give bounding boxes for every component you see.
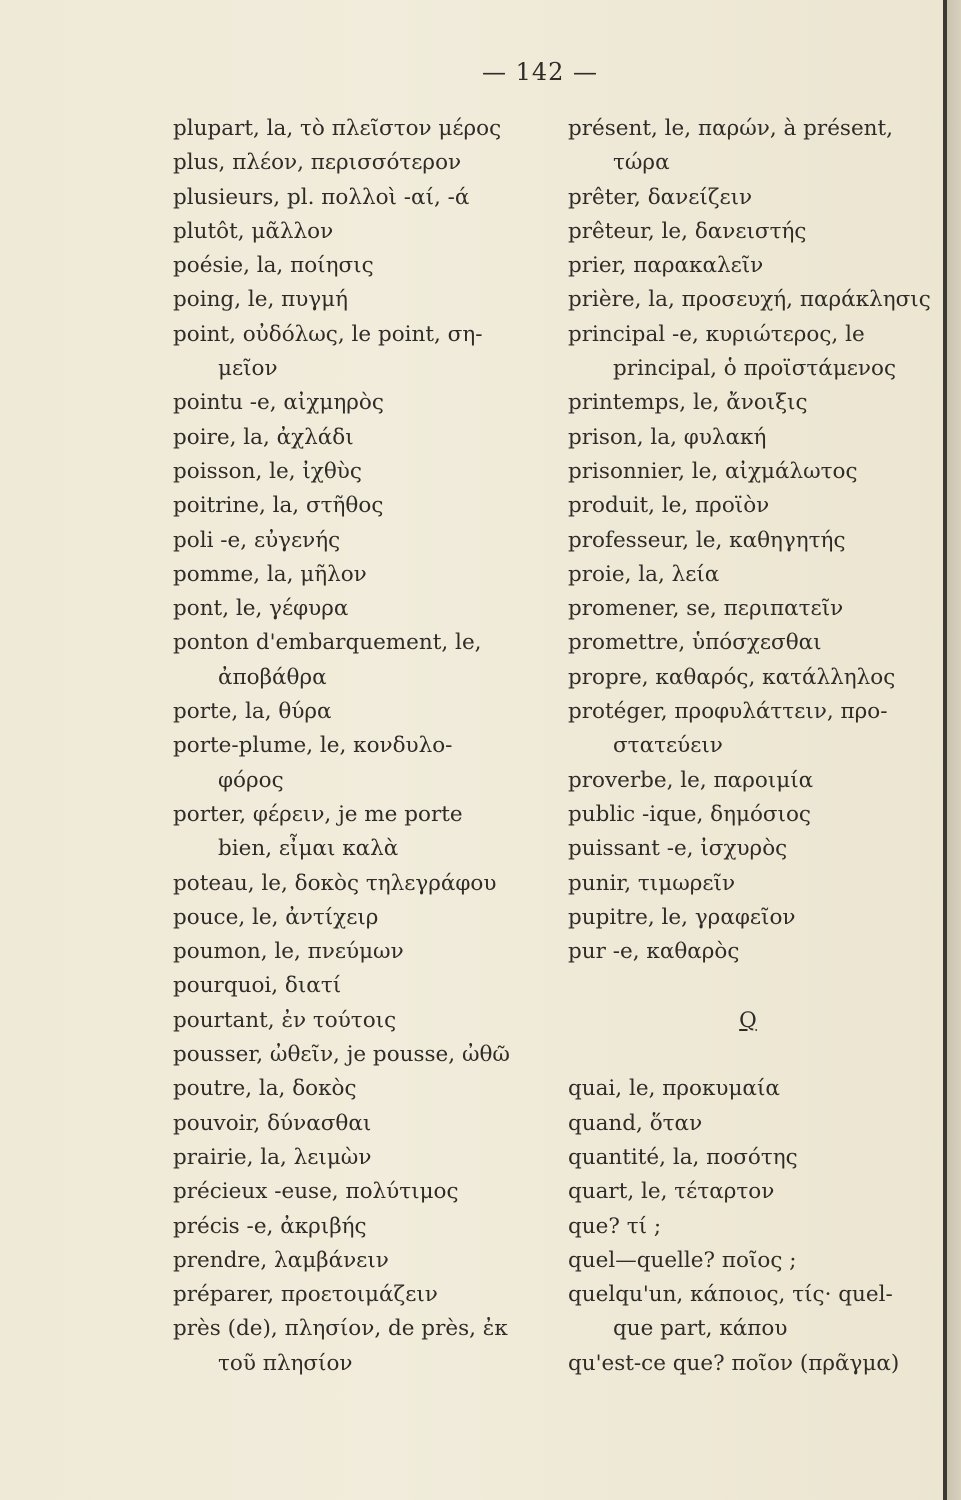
dictionary-entry-line: précis -e, ἀκριβής — [173, 1213, 367, 1239]
dictionary-entry-line: στατεύειν — [613, 733, 723, 759]
dictionary-entry-line: τοῦ πλησίον — [218, 1350, 353, 1376]
dictionary-entry-line: présent, le, παρών, à présent, — [568, 116, 893, 141]
dictionary-entry-line: prisonnier, le, αἰχμάλωτος — [568, 458, 858, 484]
dictionary-entry-line: public -ique, δημόσιος — [568, 801, 811, 827]
dictionary-entry-line: quelqu'un, κάποιος, τίς· quel- — [568, 1282, 893, 1308]
dictionary-entry-line: protéger, προφυλάττειν, προ- — [568, 699, 888, 725]
dictionary-entry-line: qu'est-ce que? ποῖον (πρᾶγμα) — [568, 1350, 900, 1376]
dictionary-entry-line: pouce, le, ἀντίχειρ — [173, 904, 379, 930]
dictionary-entry-line: principal -e, κυριώτερος, le — [568, 321, 865, 347]
dictionary-entry-line: pupitre, le, γραφεῖον — [568, 904, 796, 930]
dictionary-entry-line: promener, se, περιπατεῖν — [568, 596, 844, 622]
dictionary-entry-line: point, οὐδόλως, le point, ση- — [173, 321, 483, 347]
dictionary-entry-line: produit, le, προϊὸν — [568, 493, 770, 519]
dictionary-entry-line: prêter, δανείζειν — [568, 184, 753, 210]
dictionary-entry-line: porter, φέρειν, je me porte — [173, 801, 463, 827]
dictionary-entry-line: poisson, le, ἰχθὺς — [173, 458, 362, 484]
dictionary-entry-line: poire, la, ἀχλάδι — [173, 424, 354, 450]
dictionary-entry-line: promettre, ὑπόσχεσθαι — [568, 630, 822, 656]
dictionary-entry-line: pur -e, καθαρὸς — [568, 939, 740, 965]
dictionary-entry-line: printemps, le, ἄνοιξις — [568, 390, 808, 416]
dictionary-entry-line: pomme, la, μῆλον — [173, 561, 367, 587]
dictionary-entry-line: précieux -euse, πολύτιμος — [173, 1179, 459, 1205]
dictionary-entry-line: plusieurs, pl. πολλοὶ -αί, -ά — [173, 184, 470, 210]
dictionary-entry-line: professeur, le, καθηγητής — [568, 527, 846, 553]
dictionary-entry-line: principal, ὁ προϊστάμενος — [613, 356, 896, 382]
dictionary-entry-line: quai, le, προκυμαία — [568, 1076, 780, 1102]
dictionary-entry-line: quel—quelle? ποῖος ; — [568, 1247, 797, 1273]
dictionary-entry-line: ponton d'embarquement, le, — [173, 630, 482, 656]
dictionary-entry-line: poteau, le, δοκὸς τηλεγράφου — [173, 870, 497, 896]
dictionary-entry-line: plupart, la, τὸ πλεῖστον μέρος — [173, 116, 502, 141]
dictionary-entry-line: proie, la, λεία — [568, 561, 720, 587]
page-edge-shadow — [947, 0, 961, 1500]
dictionary-entry-line: poésie, la, ποίησις — [173, 253, 374, 279]
blank-line — [568, 969, 948, 1003]
dictionary-entry-line: plus, πλέον, περισσότερον — [173, 150, 462, 176]
dictionary-entry-line: puissant -e, ἰσχυρὸς — [568, 836, 788, 862]
dictionary-entry-line: quart, le, τέταρτον — [568, 1179, 775, 1205]
dictionary-entry-line: pourtant, ἐν τούτοις — [173, 1007, 397, 1033]
dictionary-entry-line: porte, la, θύρα — [173, 699, 332, 725]
dictionary-entry-line: pourquoi, διατί — [173, 973, 342, 999]
dictionary-entry-line: poutre, la, δοκὸς — [173, 1076, 357, 1102]
dictionary-entry-line: φόρος — [218, 767, 284, 793]
dictionary-entry-line: quantité, la, ποσότης — [568, 1144, 798, 1170]
dictionary-entry-line: que part, κάπου — [613, 1316, 788, 1342]
dictionary-entry-line: propre, καθαρός, κατάλληλος — [568, 664, 896, 690]
dictionary-entry-line: ἀποβάθρα — [218, 664, 327, 690]
dictionary-entry-line: porte-plume, le, κονδυλο- — [173, 733, 453, 759]
left-column — [173, 112, 553, 1381]
dictionary-entry-line: pousser, ὠθεῖν, je pousse, ὠθῶ — [173, 1042, 510, 1068]
dictionary-entry-line: pont, le, γέφυρα — [173, 596, 349, 622]
dictionary-entry-line: prairie, la, λειμὼν — [173, 1144, 372, 1170]
dictionary-entry-line: poumon, le, πνεύμων — [173, 939, 404, 965]
section-letter: Q — [739, 1007, 757, 1033]
dictionary-entry-line: prison, la, φυλακή — [568, 424, 767, 450]
dictionary-entry-line: prêteur, le, δανειστής — [568, 218, 807, 244]
dictionary-entry-line: prendre, λαμβάνειν — [173, 1247, 389, 1273]
dictionary-entry-line: bien, εἶμαι καλὰ — [218, 836, 399, 862]
dictionary-entry-line: plutôt, μᾶλλον — [173, 218, 334, 244]
dictionary-entry-line: proverbe, le, παροιμία — [568, 767, 814, 793]
dictionary-entry-line: τώρα — [613, 150, 670, 176]
dictionary-entry-line: préparer, προετοιμάζειν — [173, 1282, 438, 1308]
blank-line — [568, 1038, 948, 1072]
dictionary-entry-line: près (de), πλησίον, de près, ἐκ — [173, 1316, 508, 1342]
dictionary-entry-line: poitrine, la, στῆθος — [173, 493, 384, 519]
dictionary-entry-line: prier, παρακαλεῖν — [568, 253, 764, 279]
dictionary-entry-line: punir, τιμωρεῖν — [568, 870, 736, 896]
dictionary-entry-line: pouvoir, δύνασθαι — [173, 1110, 372, 1136]
dictionary-entry-line: μεῖον — [218, 356, 278, 382]
right-column — [568, 112, 948, 1381]
dictionary-entry-line: quand, ὅταν — [568, 1110, 703, 1136]
page-number: — 142 — — [481, 58, 599, 86]
dictionary-entry-line: pointu -e, αἰχμηρὸς — [173, 390, 384, 416]
dictionary-entry-line: que? τί ; — [568, 1213, 662, 1239]
dictionary-entry-line: prière, la, προσευχή, παράκλησις — [568, 287, 931, 313]
dictionary-entry-line: poli -e, εὐγενής — [173, 527, 341, 553]
dictionary-entry-line: poing, le, πυγμή — [173, 287, 349, 313]
